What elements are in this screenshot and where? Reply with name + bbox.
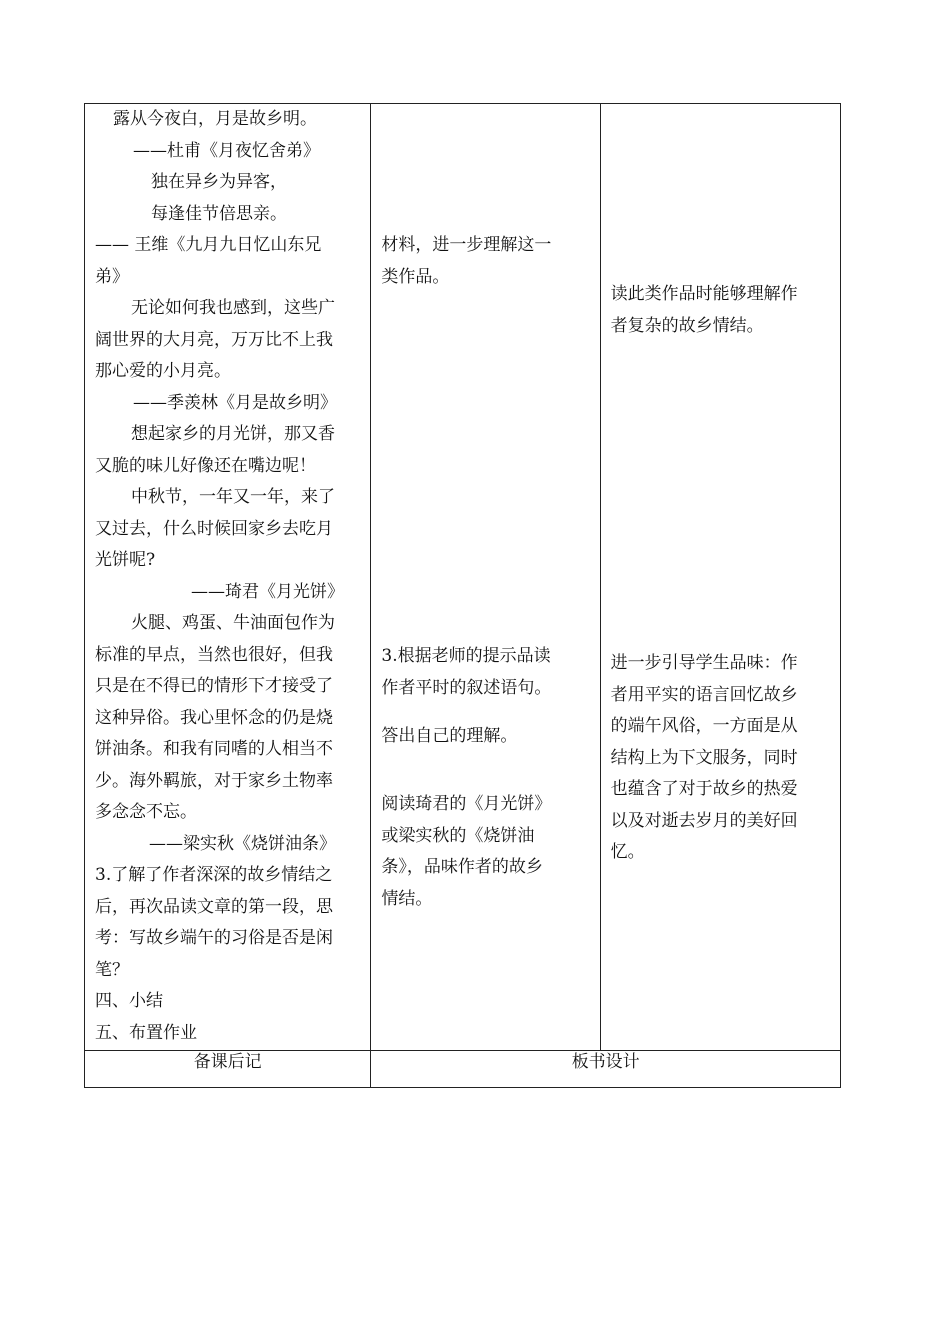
intent-line: 的端午风俗，一方面是从 [610,716,798,736]
lesson-notes-heading: 备课后记 [85,1051,371,1088]
quote-line: 火腿、鸡蛋、牛油面包作为 [131,613,335,633]
activity-block-2 [381,641,591,704]
activity-line: 作者平时的叙述语句。 [381,677,552,698]
quote-line: 中秋节，一年又一年，来了 [131,487,335,507]
intent-block-2 [611,648,832,869]
intent-line: 读此类作品时能够理解作 [610,284,798,304]
design-intent-cell [600,104,840,1051]
attribution: —— 王维《九月九日忆山东兄 [95,235,322,255]
quote-line: 阔世界的大月亮，万万比不上我 [95,329,333,350]
activity-line: 材料，进一步理解这一 [381,235,552,255]
activity-line: 类作品。 [381,266,450,287]
attribution: ——琦君《月光饼》 [191,581,344,602]
quote-line: 那心爱的小月亮。 [95,361,231,381]
intent-line: 结构上为下文服务，同时 [610,747,798,768]
quote-line: 这种异俗。我心里怀念的仍是烧 [95,707,333,728]
lesson-plan-table [84,103,841,1088]
attribution: ——梁实秋《烧饼油条》 [149,833,336,854]
attribution: 弟》 [95,266,129,287]
activity-line: 条》，品味作者的故乡 [381,857,543,877]
intent-line: 以及对逝去岁月的美好回 [610,810,798,831]
quote-line: 只是在不得已的情形下才接受了 [95,676,333,696]
activity-block-3 [381,721,591,753]
quote-line: 光饼呢? [95,550,156,570]
poem-line: 独在异乡为异客， [151,172,287,192]
task-line: 笔？ [95,959,129,980]
activity-line: 情结。 [381,888,433,909]
activity-line: 答出自己的理解。 [381,726,518,746]
intent-line: 忆。 [610,842,645,862]
intent-line: 进一步引导学生品味：作 [610,653,798,673]
quote-line: 标准的早点，当然也很好，但我 [95,644,333,665]
quote-line: 又过去，什么时候回家乡去吃月 [95,518,333,539]
activity-block-1 [381,230,591,293]
intent-block-1 [611,279,832,342]
intent-line: 者复杂的故乡情结。 [610,315,764,336]
board-design-heading: 板书设计 [371,1051,841,1088]
quote-line: 饼油条。和我有同嗜的人相当不 [95,739,333,759]
intent-line: 者用平实的语言回忆故乡 [610,684,798,705]
task-line: 考：写故乡端午的习俗是否是闲 [95,928,333,948]
poem-line: 每逢佳节倍思亲。 [151,203,287,224]
activity-line: 阅读琦君的《月光饼》 [381,794,552,814]
quote-line: 想起家乡的月光饼，那又香 [131,424,335,444]
content-cell [85,104,371,1051]
poem-line: 露从今夜白，月是故乡明。 [113,109,317,129]
quote-line: 多念念不忘。 [95,802,197,822]
quote-line: 无论如何我也感到，这些广 [131,298,335,318]
section-heading: 四、小结 [95,991,163,1011]
quote-line: 少。海外羁旅，对于家乡土物率 [95,770,333,791]
task-line: 后，再次品读文章的第一段，思 [95,896,333,917]
task-line: 3.了解了作者深深的故乡情结之 [95,865,333,885]
quote-line: 又脆的味儿好像还在嘴边呢！ [95,455,316,476]
attribution: ——杜甫《月夜忆舍弟》 [133,140,320,161]
intent-line: 也蕴含了对于故乡的热爱 [610,779,798,799]
student-activity-cell [371,104,600,1051]
activity-line: 或梁实秋的《烧饼油 [381,825,535,846]
section-heading: 五、布置作业 [95,1022,197,1043]
activity-line: 3.根据老师的提示品读 [381,646,551,666]
attribution: ——季羡林《月是故乡明》 [133,392,337,413]
activity-block-4 [381,789,591,915]
